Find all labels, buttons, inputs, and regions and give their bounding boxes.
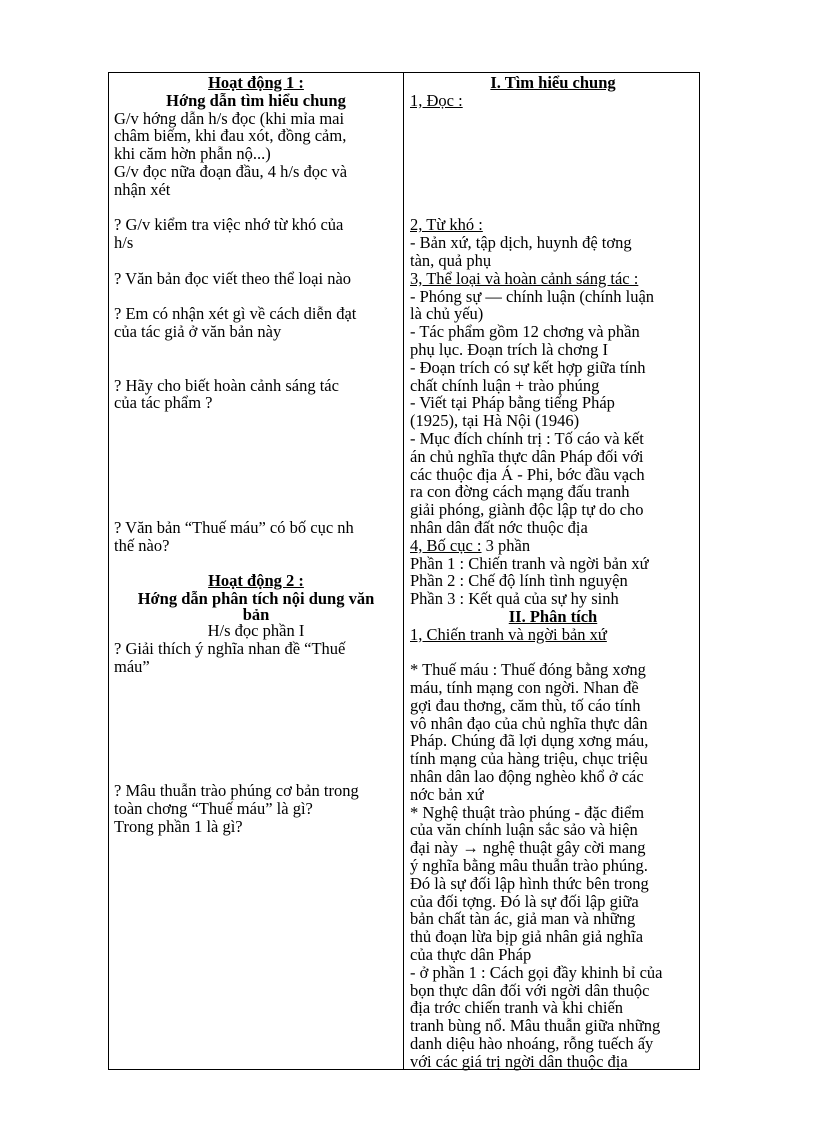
text-line: G/v đọc nữa đoạn đầu, 4 h/s đọc và xyxy=(114,161,348,181)
text-line: thủ đoạn lừa bịp giả nhân giả nghĩa xyxy=(410,927,644,947)
text-line: G/v hớng dẫn h/s đọc (khi mỉa mai xyxy=(114,108,345,128)
text-line: khi căm hờn phẫn nộ...) xyxy=(114,144,271,164)
text-line: của văn chính luận sắc sảo và hiện xyxy=(410,820,638,840)
text-line: án chủ nghĩa thực dân Pháp đối với xyxy=(410,446,644,466)
text-line: ? Mâu thuẫn trào phúng cơ bản trong xyxy=(114,781,359,801)
activity-1-title: Hoạt động 1 : xyxy=(208,73,304,92)
text-line: với các giá trị ngời dân thuộc địa xyxy=(410,1051,628,1071)
text-line: - ở phần 1 : Cách gọi đầy khinh bỉ của xyxy=(410,962,663,982)
text-line: bản chất tàn ác, giả man và những xyxy=(410,909,636,929)
column-divider xyxy=(403,72,404,1070)
activity-2-title: Hoạt động 2 : xyxy=(208,571,304,591)
question-layout xyxy=(114,519,398,555)
text-line: * Thuế máu : Thuế đóng bằng xơng xyxy=(410,660,646,680)
reading-label: 1, Đọc : xyxy=(410,90,463,110)
text-line: nhân dân lao động nghèo khổ ở các xyxy=(410,767,644,787)
arrow-right-icon: → xyxy=(462,838,479,858)
question-context xyxy=(114,377,398,413)
part-item: Phần 2 : Chế độ lính tình nguyện xyxy=(410,571,628,591)
text-line: các thuộc địa Á - Phi, bớc đầu vạch xyxy=(410,464,645,484)
question-conflict xyxy=(114,782,398,835)
text-line: toàn chơng “Thuế máu” là gì? xyxy=(114,798,313,818)
text-line: - Bản xứ, tập dịch, huynh đệ tơng xyxy=(410,233,632,253)
genre-label: 3, Thể loại và hoàn cảnh sáng tác : xyxy=(410,268,639,288)
text-line: máu, tính mạng con ngời. Nhan đề xyxy=(410,678,639,698)
text-line xyxy=(410,839,696,857)
text-line: tàn, quả phụ xyxy=(410,250,492,270)
content-column xyxy=(410,74,696,1071)
text-line: ra con đờng cách mạng đấu tranh xyxy=(410,482,630,502)
question-genre: ? Văn bản đọc viết theo thể loại nào xyxy=(114,268,352,288)
layout-line xyxy=(410,537,696,555)
text-line: của tác giả ở văn bản này xyxy=(114,322,282,342)
text-line: ? Hãy cho biết hoàn cảnh sáng tác xyxy=(114,375,339,395)
text-line: danh diệu hào nhoáng, rỗng tuếch ấy xyxy=(410,1034,654,1054)
text-line: Pháp. Chúng đã lợi dụng xơng máu, xyxy=(410,731,649,751)
text-fragment: đại này xyxy=(410,838,463,858)
text-line: thế nào? xyxy=(114,535,170,555)
text-line: - Đoạn trích có sự kết hợp giữa tính xyxy=(410,357,646,377)
part-item: Phần 3 : Kết quả của sự hy sinh xyxy=(410,589,619,609)
text-line: phụ lục. Đoạn trích là chơng I xyxy=(410,339,608,359)
text-line: chất chính luận + trào phúng xyxy=(410,375,600,395)
text-line: - Viết tại Pháp bằng tiếng Pháp xyxy=(410,393,615,413)
text-line: giải phóng, giành độc lập tự do cho xyxy=(410,500,644,520)
text-line: nớc bản xứ xyxy=(410,784,484,804)
question-style xyxy=(114,305,398,341)
teacher-activity-column xyxy=(114,74,398,835)
question-vocab xyxy=(114,216,398,252)
text-line: h/s xyxy=(114,233,134,253)
text-line: nhân dân đất nớc thuộc địa xyxy=(410,517,588,537)
text-line: ý nghĩa bằng mâu thuẫn trào phúng. xyxy=(410,856,648,876)
section-1-title: I. Tìm hiểu chung xyxy=(490,73,616,92)
text-fragment: nghệ thuật gây cời mang xyxy=(478,838,646,858)
text-line: tranh bùng nổ. Mâu thuẫn giữa những xyxy=(410,1016,661,1036)
activity-2-subtitle-line1: Hớng dẫn phân tích nội dung văn xyxy=(137,589,375,609)
question-title-meaning xyxy=(114,640,398,676)
text-line: là chủ yếu) xyxy=(410,304,484,324)
text-line: địa trớc chiến tranh và khi chiến xyxy=(410,998,624,1018)
war-label: 1, Chiến tranh và ngời bản xứ xyxy=(410,624,607,644)
text-line: - Phóng sự — chính luận (chính luận xyxy=(410,286,655,306)
text-line: ? Giải thích ý nghĩa nhan đề “Thuế xyxy=(114,638,346,658)
text-line: châm biếm, khi đau xót, đồng cảm, xyxy=(114,126,347,146)
text-line: nhận xét xyxy=(114,179,171,199)
text-line: vô nhân đạo của chủ nghĩa thực dân xyxy=(410,713,648,733)
text-line: của đối tợng. Đó là sự đối lập giữa xyxy=(410,891,639,911)
section-2-title: II. Phân tích xyxy=(508,606,598,626)
text-line: gợi đau thơng, căm thù, tố cáo tính xyxy=(410,695,641,715)
text-line: của tác phẩm ? xyxy=(114,393,213,413)
text-line: - Mục đích chính trị : Tố cáo và kết xyxy=(410,428,644,448)
activity-1-subtitle: Hớng dẫn tìm hiểu chung xyxy=(166,90,346,110)
text-line: - Tác phẩm gồm 12 chơng và phần xyxy=(410,322,640,342)
text-line: Trong phần 1 là gì? xyxy=(114,816,243,836)
read-part-instruction: H/s đọc phần I xyxy=(207,620,305,640)
text-line: máu” xyxy=(114,656,150,676)
text-line: tính mạng của hàng triệu, chục triệu xyxy=(410,749,648,769)
text-line: của thực dân Pháp xyxy=(410,945,532,965)
text-line: * Nghệ thuật trào phúng - đặc điểm xyxy=(410,802,645,822)
text-line: bọn thực dân đối với ngời dân thuộc xyxy=(410,980,650,1000)
activity-2-subtitle-line2: bản xyxy=(242,604,270,624)
layout-count: 3 phần xyxy=(481,535,531,555)
text-line: Đó là sự đối lập hình thức bên trong xyxy=(410,873,649,893)
text-line: (1925), tại Hà Nội (1946) xyxy=(410,411,580,431)
reading-instructions xyxy=(114,110,398,199)
text-line: ? Em có nhận xét gì về cách diễn đạt xyxy=(114,304,357,324)
layout-label: 4, Bố cục : xyxy=(410,535,482,555)
text-line: ? Văn bản “Thuế máu” có bố cục nh xyxy=(114,517,354,537)
text-line: ? G/v kiểm tra việc nhớ từ khó của xyxy=(114,215,344,235)
vocab-label: 2, Từ khó : xyxy=(410,215,483,235)
part-item: Phần 1 : Chiến tranh và ngời bản xứ xyxy=(410,553,649,573)
